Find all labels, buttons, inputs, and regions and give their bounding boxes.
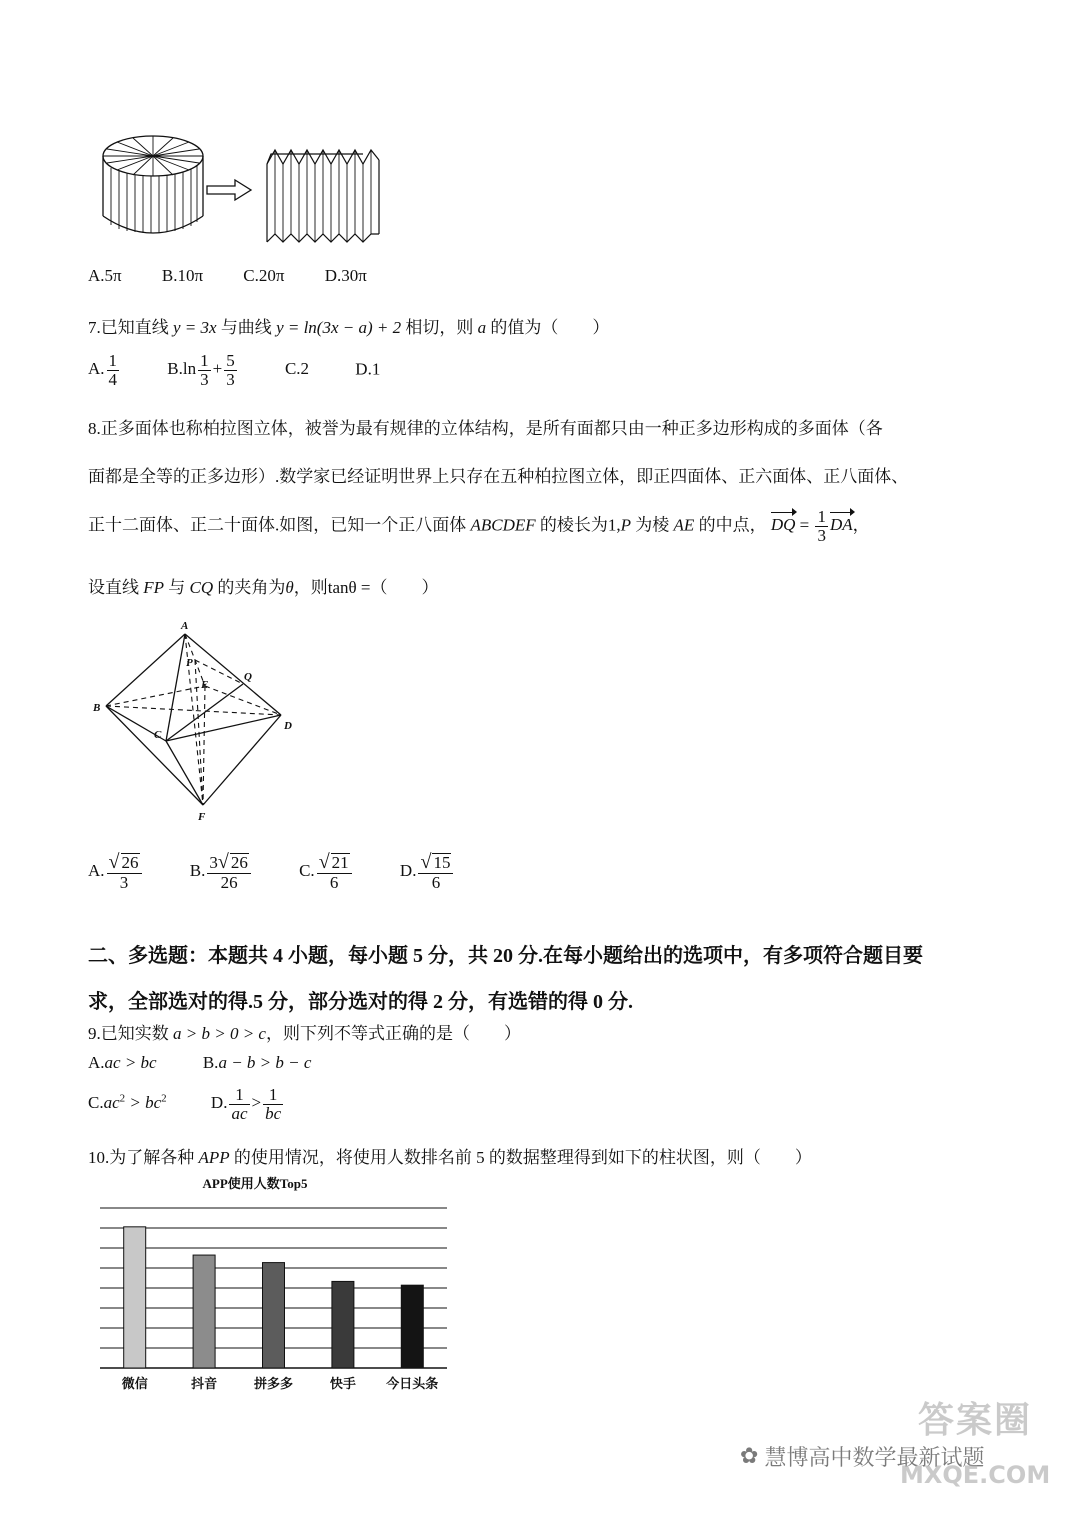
q8-option-d	[399, 851, 456, 892]
label-b: B	[93, 702, 101, 714]
q9-option-d-fraction-2	[263, 1086, 283, 1123]
q8-text: 的夹角为	[217, 578, 286, 597]
radicand: 21	[331, 853, 349, 872]
q9-option-a-label: A.	[88, 1053, 105, 1072]
denominator: 4	[108, 369, 118, 389]
q8-line-4	[88, 573, 439, 598]
q9-options-row-2	[88, 1086, 285, 1123]
q9-option-b	[203, 1053, 312, 1072]
q10-text: 10.为了解各种	[88, 1148, 195, 1167]
numerator: 5	[226, 351, 235, 370]
q7-options	[88, 352, 380, 389]
q7-text-tail: 的值为（ ）	[490, 318, 610, 337]
q8-option-b	[189, 851, 257, 892]
watermark-logo	[900, 1392, 1050, 1489]
q7-option-b	[167, 351, 243, 389]
q8-text: 为棱	[635, 515, 670, 535]
q8-comma: ，	[852, 515, 870, 535]
q8-option-c-label: C.	[299, 860, 315, 880]
q9-option-c-label: C.	[88, 1093, 104, 1113]
numerator	[107, 852, 142, 874]
x-tick-label: 抖音	[191, 1376, 218, 1391]
q7-curve-equation: y = ln(3x − a) + 2	[276, 318, 402, 337]
denominator: 26	[220, 873, 238, 892]
watermark-text: 慧博高中数学最新试题	[764, 1445, 985, 1471]
wechat-icon: ✿	[740, 1443, 759, 1469]
q7-option-d: D.1	[355, 359, 381, 379]
q7-option-b-ln: ln	[182, 359, 197, 379]
section2-heading-line-1: 二、多选题：本题共 4 小题，每小题 5 分，共 20 分.在每小题给出的选项中，有多项符合题目要	[88, 945, 923, 967]
radical-sign: √	[217, 851, 229, 873]
q8-vector-dq: DQ	[770, 515, 796, 535]
q7-variable: a	[477, 318, 487, 337]
denominator: bc	[265, 1103, 282, 1123]
q9-stem	[88, 1019, 521, 1044]
label-p: P	[186, 657, 193, 669]
q8-equals: =	[799, 515, 810, 535]
q9-option-c-expr: > bc	[125, 1093, 162, 1113]
prism-shape	[267, 150, 379, 242]
radical-sign: √	[318, 851, 330, 873]
q8-point-p: P	[620, 515, 632, 535]
q8-edge-ae: AE	[673, 515, 695, 535]
label-a: A	[181, 620, 189, 632]
q8-option-c	[299, 851, 358, 892]
bar-5	[401, 1285, 423, 1368]
q8-options	[88, 852, 455, 892]
q8-text: 的中点，	[698, 515, 767, 535]
q9-option-a	[88, 1053, 157, 1072]
q8-vector-da: DA	[829, 515, 853, 535]
numerator	[207, 852, 250, 874]
greater-than: >	[251, 1093, 262, 1113]
q7-option-c: C.2	[284, 359, 310, 379]
q10-text: 的使用情况，将使用人数排名前 5 的数据整理得到如下的柱状图，则（ ）	[233, 1148, 812, 1167]
q6-figure	[95, 130, 395, 250]
q9-condition: a > b > 0 > c	[173, 1024, 266, 1043]
bar-2	[193, 1255, 215, 1368]
x-tick-label: 快手	[329, 1376, 356, 1391]
q8-tan-expression: tanθ =（ ）	[327, 578, 439, 597]
denominator: 3	[200, 369, 209, 389]
label-q: Q	[244, 671, 252, 683]
exponent: 2	[119, 1092, 126, 1105]
q7-option-a-label: A.	[88, 359, 105, 379]
q9-text: 9.已知实数	[88, 1024, 169, 1043]
q6-options	[88, 266, 403, 286]
q7-option-b-fraction-2	[224, 352, 237, 389]
q8-edge-length: 1,	[607, 515, 621, 535]
q8-line-3	[88, 508, 870, 545]
q8-line-1: 8.正多面体也称柏拉图立体，被誉为最有规律的立体结构，是所有面都只由一种正多边形构成的多面体（各	[88, 419, 883, 438]
denominator: 6	[329, 873, 339, 892]
exponent: 2	[161, 1092, 167, 1105]
numerator: 1	[263, 1086, 283, 1105]
q8-solid-name: ABCDEF	[470, 515, 536, 535]
q8-text: 的棱长为	[539, 515, 608, 535]
numerator: 1	[817, 507, 826, 526]
watermark-logo-text: 答案圈	[917, 1400, 1032, 1441]
x-tick-label: 今日头条	[386, 1376, 439, 1391]
q8-fraction	[815, 508, 828, 545]
q8-line-fp: FP	[143, 578, 165, 597]
x-tick-label: 微信	[121, 1376, 148, 1391]
x-tick-label: 拼多多	[253, 1376, 294, 1391]
numerator	[317, 852, 352, 874]
coefficient: 3	[209, 853, 218, 872]
arrow-icon	[207, 180, 251, 200]
app-usage-bar-chart	[95, 1170, 455, 1400]
q7-option-b-label: B.	[167, 359, 183, 379]
q8-line-2: 面都是全等的正多边形）.数学家已经证明世界上只存在五种柏拉图立体，即正四面体、正六面体、正八面体、	[88, 467, 909, 486]
q8-option-b-label: B.	[189, 860, 206, 880]
radical-sign: √	[108, 851, 120, 873]
q8-line-cq: CQ	[189, 578, 214, 597]
chart-x-labels	[122, 1376, 439, 1391]
denominator: 3	[226, 369, 235, 389]
q6-option-a: A.5π	[88, 266, 122, 285]
label-f: F	[198, 811, 206, 823]
q9-option-d-fraction-1	[229, 1086, 249, 1123]
chart-title: APP使用人数Top5	[202, 1176, 308, 1191]
q7-line-equation: y = 3x	[173, 318, 217, 337]
numerator: 1	[108, 351, 118, 370]
bar-1	[124, 1227, 146, 1368]
denominator: 3	[817, 525, 826, 545]
q8-theta: θ	[285, 578, 294, 597]
q6-option-c: C.20π	[243, 266, 285, 285]
numerator: 1	[200, 351, 209, 370]
numerator	[418, 852, 453, 874]
q8-text: 正十二面体、正二十面体.如图，已知一个正八面体	[88, 515, 467, 535]
q9-option-b-label: B.	[202, 1053, 219, 1072]
q6-option-b: B.10π	[161, 266, 204, 285]
denominator: 6	[431, 873, 441, 892]
denominator: ac	[231, 1103, 248, 1123]
watermark-site: MXQE.COM	[900, 1461, 1051, 1489]
radical-sign: √	[420, 851, 432, 873]
q9-options-row-1	[88, 1053, 311, 1073]
q7-text-suffix: 相切，则	[405, 318, 474, 337]
q7-option-a	[88, 351, 125, 389]
q6-option-d: D.30π	[324, 266, 367, 285]
q9-option-d-label: D.	[210, 1093, 228, 1113]
q7-text-mid: 与曲线	[220, 318, 272, 337]
q9-option-c	[88, 1093, 167, 1112]
q8-option-a-fraction	[107, 852, 142, 892]
label-c: C	[154, 729, 162, 741]
numerator: 1	[229, 1086, 249, 1105]
q8-text: 与	[168, 578, 186, 597]
q9-option-c-expr: ac	[103, 1093, 120, 1113]
q7-text-prefix: 7.已知直线	[88, 318, 169, 337]
section2-heading-line-2: 求，全部选对的得.5 分，部分选对的得 2 分，有选错的得 0 分.	[88, 991, 633, 1013]
cylinder-shape	[103, 136, 203, 233]
bar-3	[263, 1263, 285, 1368]
q8-option-c-fraction	[317, 852, 352, 892]
q8-option-a	[88, 851, 148, 892]
octahedron-figure	[88, 618, 308, 828]
label-e: E	[201, 679, 209, 691]
q10-app: APP	[198, 1148, 230, 1167]
q9-option-d	[210, 1085, 285, 1123]
q10-stem	[88, 1143, 812, 1168]
q8-option-d-fraction	[418, 852, 453, 892]
q7-option-a-fraction	[107, 352, 120, 389]
q8-option-a-label: A.	[88, 860, 105, 880]
q7-stem	[88, 313, 609, 338]
q8-text: ，则	[293, 578, 328, 597]
radicand: 26	[230, 853, 248, 872]
q8-text: 设直线	[88, 578, 139, 597]
q9-text: ，则下列不等式正确的是（ ）	[265, 1024, 521, 1043]
label-d: D	[284, 720, 292, 732]
q9-option-a-expr: ac > bc	[104, 1053, 157, 1072]
radicand: 15	[433, 853, 451, 872]
q8-option-d-label: D.	[399, 860, 417, 880]
radicand: 26	[121, 853, 139, 872]
bar-4	[332, 1281, 354, 1368]
denominator: 3	[119, 873, 129, 892]
q9-option-b-expr: a − b > b − c	[218, 1053, 312, 1072]
q7-option-b-fraction-1	[198, 352, 211, 389]
q8-option-b-fraction	[207, 852, 250, 892]
q7-option-b-plus: +	[212, 359, 223, 379]
